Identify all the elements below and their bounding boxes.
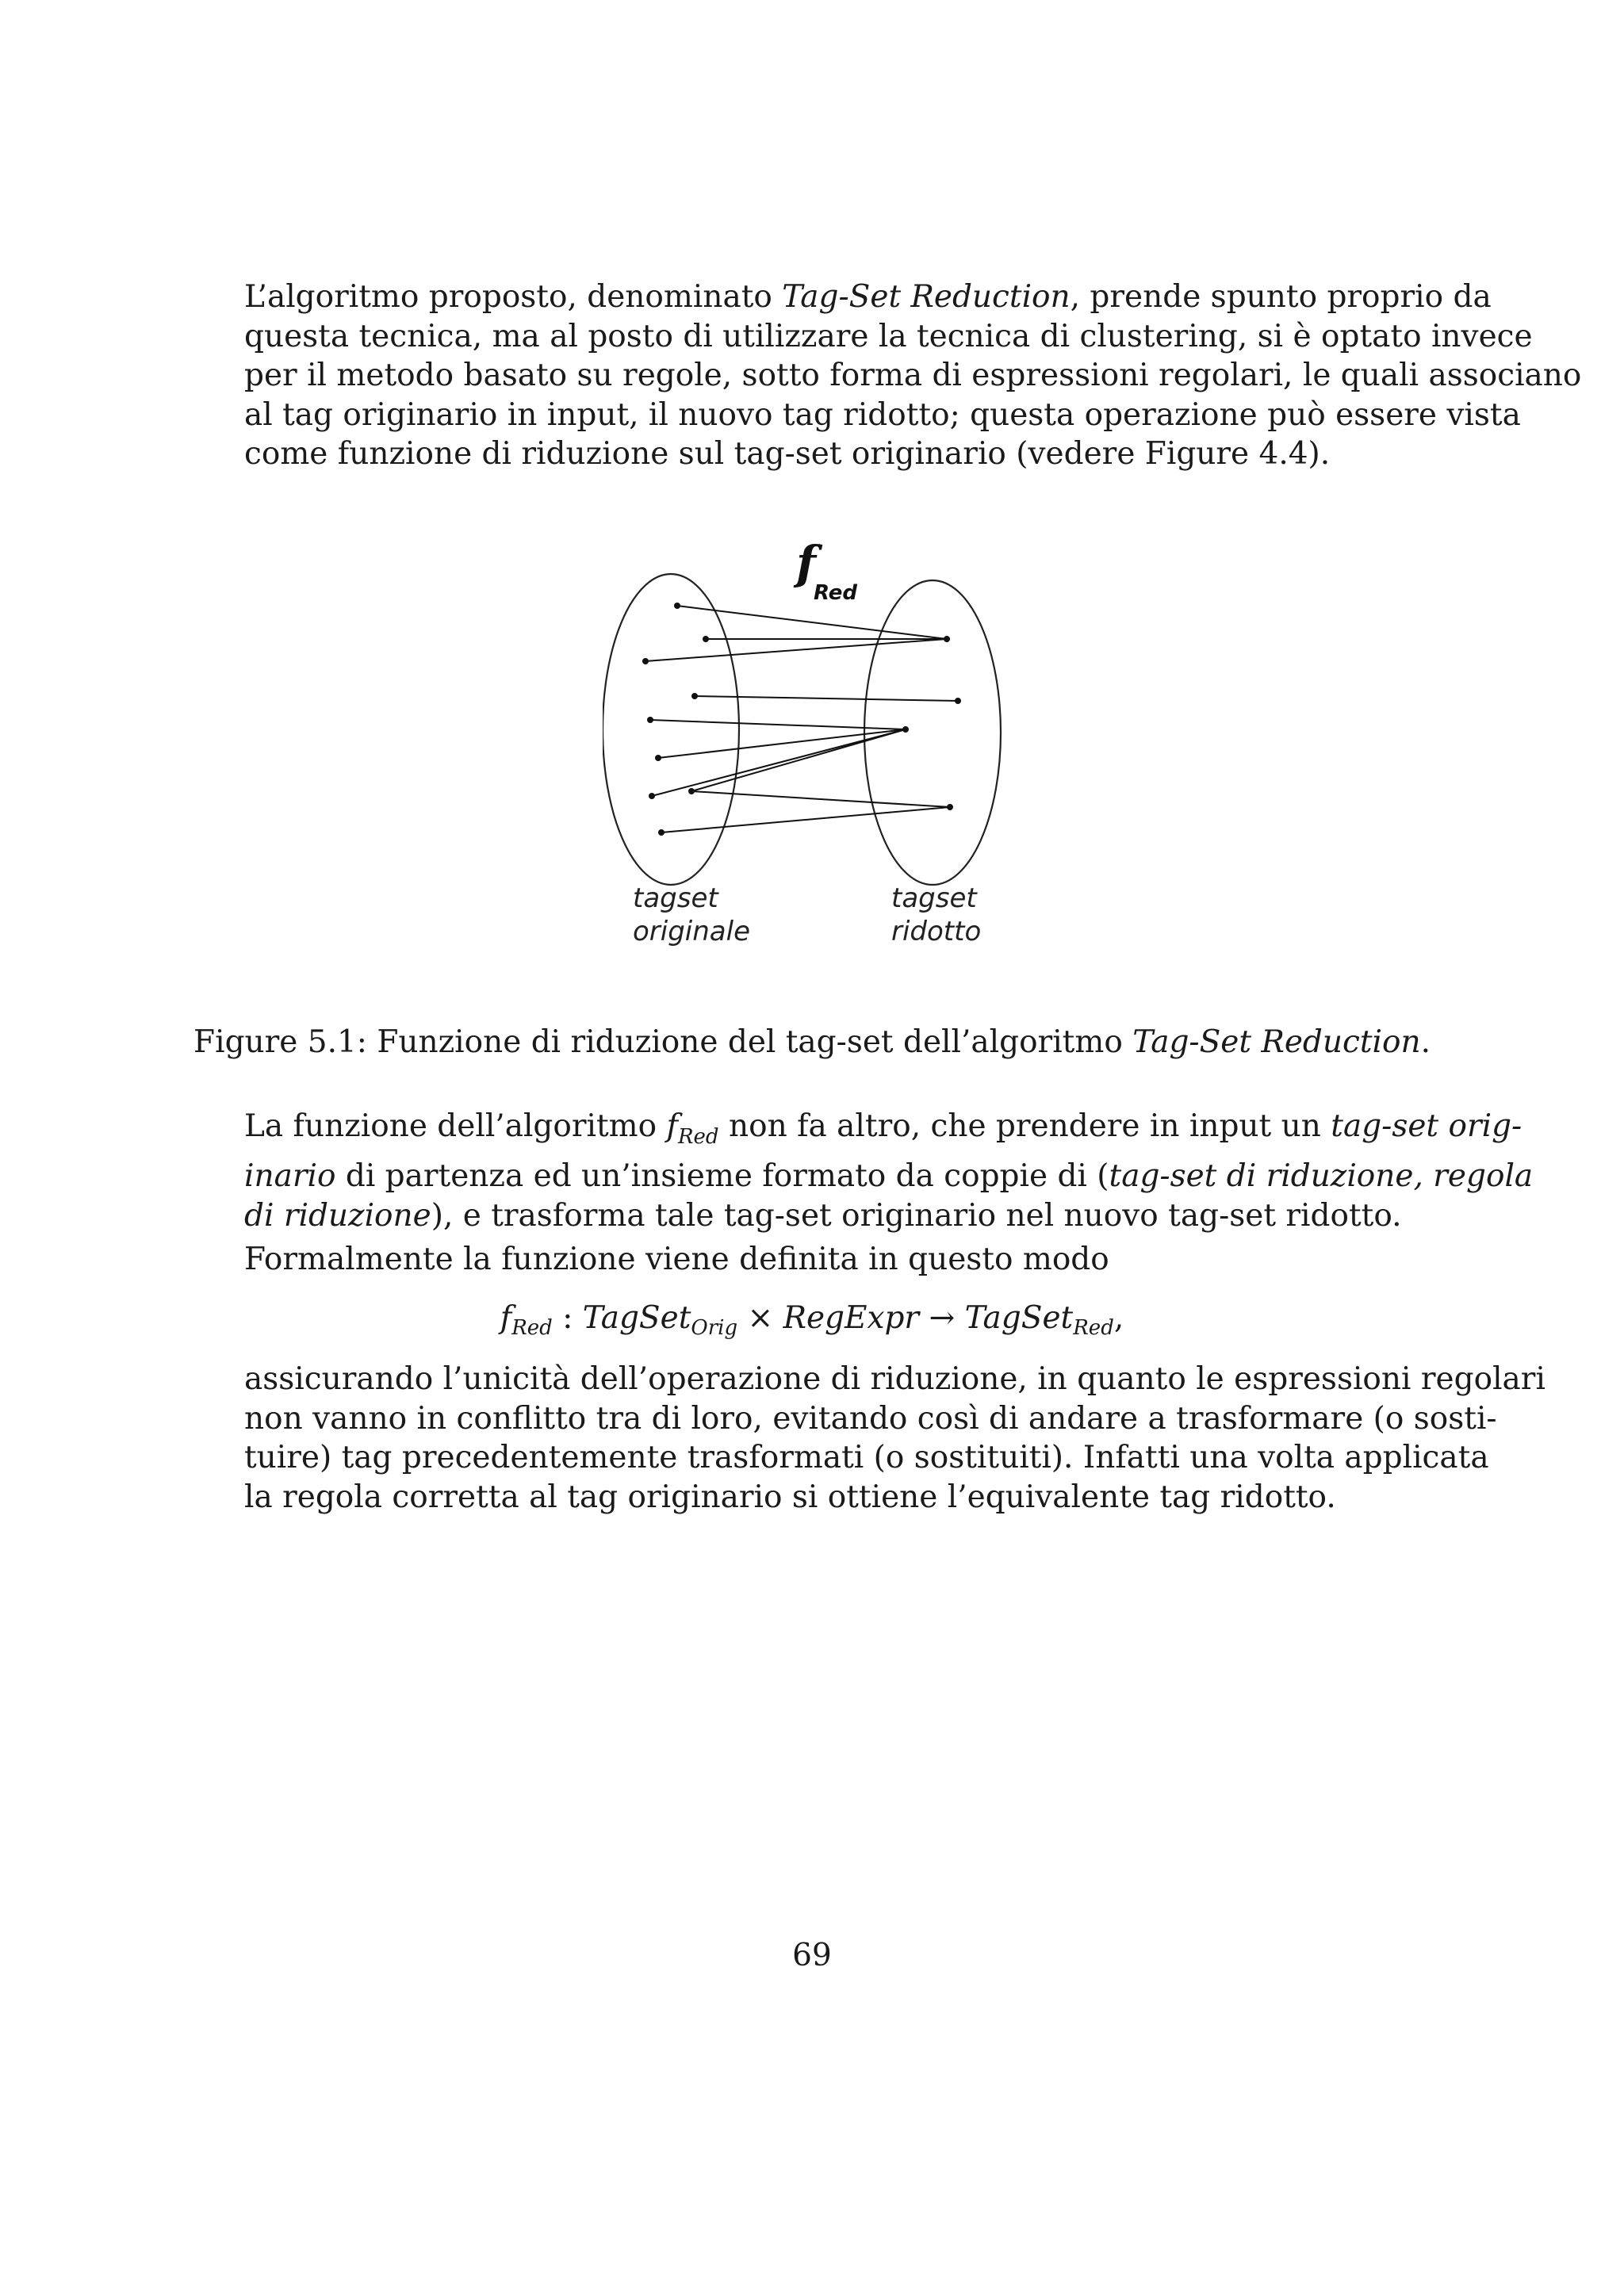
paragraph-intro bbox=[244, 277, 1582, 474]
figure-reduction-diagram bbox=[603, 533, 1015, 958]
reduction-diagram bbox=[603, 533, 1015, 958]
text-line: al tag originario in input, il nuovo tag ridotto; questa operazione può essere vista bbox=[244, 396, 1521, 433]
original-tag-point bbox=[674, 603, 680, 609]
right-label-line1: tagset bbox=[891, 882, 977, 914]
mapping-line bbox=[661, 807, 950, 832]
original-tag-point bbox=[658, 829, 665, 836]
text-line: inario di partenza ed un’insieme formato da coppie di (tag-set di riduzione, regola bbox=[244, 1158, 1534, 1195]
original-tag-point bbox=[642, 658, 649, 664]
text-line: La funzione dell’algoritmo $f_{Red}$ non fa altro, che prendere in input un tag-set orig- bbox=[244, 1108, 1522, 1149]
original-tag-point bbox=[649, 793, 655, 799]
original-tag-point bbox=[703, 636, 709, 642]
mapping-line bbox=[645, 639, 947, 661]
reduced-tag-point bbox=[944, 636, 950, 642]
reduced-tag-point bbox=[902, 726, 909, 733]
function-label-subscript: Red bbox=[814, 581, 857, 605]
original-tag-point bbox=[688, 788, 695, 794]
original-tagset-ellipse bbox=[603, 574, 739, 885]
text-line: la regola corretta al tag originario si ottiene l’equivalente tag ridotto. bbox=[244, 1479, 1336, 1515]
mapping-line bbox=[652, 729, 906, 796]
text-line: assicurando l’unicità dell’operazione di riduzione, in quanto le espressioni regolari bbox=[244, 1361, 1545, 1397]
original-tag-point bbox=[691, 693, 698, 699]
reduced-tag-point bbox=[955, 698, 961, 704]
left-label-line2: originale bbox=[633, 916, 751, 947]
text-line: di riduzione), e trasforma tale tag-set originario nel nuovo tag-set ridotto. bbox=[244, 1197, 1402, 1234]
text-line: non vanno in conflitto tra di loro, evitando così di andare a trasformare (o sosti- bbox=[244, 1400, 1497, 1437]
left-label-line1: tagset bbox=[633, 882, 718, 914]
figure-caption: Figure 5.1: Funzione di riduzione del tag-set dell’algoritmo Tag-Set Reduction. bbox=[193, 1024, 1431, 1060]
mapping-line bbox=[650, 720, 906, 729]
original-tag-point bbox=[655, 755, 661, 761]
text-line: L’algoritmo proposto, denominato Tag-Set Reduction, prende spunto proprio da bbox=[244, 279, 1492, 315]
mapping-line bbox=[658, 729, 906, 758]
reduced-tag-point bbox=[947, 804, 953, 810]
mapping-line bbox=[695, 696, 958, 701]
right-label-line2: ridotto bbox=[891, 916, 982, 947]
text-line: Formalmente la funzione viene definita in questo modo bbox=[244, 1242, 1109, 1277]
formula-definition: $f_{Red}$ : TagSet$_{Orig}$ × RegExpr → TagSet$_{Red}$, bbox=[500, 1300, 1124, 1340]
original-tag-point bbox=[647, 717, 653, 723]
mapping-lines bbox=[645, 606, 958, 832]
paragraph-uniqueness bbox=[244, 1360, 1545, 1517]
paragraph-function bbox=[244, 1107, 1534, 1235]
text-line: tuire) tag precedentemente trasformati (o sostituiti). Infatti una volta applicata bbox=[244, 1440, 1489, 1475]
text-line: per il metodo basato su regole, sotto forma di espressioni regolari, le quali associano bbox=[244, 358, 1582, 393]
text-line: come funzione di riduzione sul tag-set originario (vedere Figure 4.4). bbox=[244, 436, 1331, 472]
paragraph-formal bbox=[244, 1240, 1383, 1280]
mapping-line bbox=[691, 729, 906, 791]
text-line: questa tecnica, ma al posto di utilizzare la tecnica di clustering, si è optato invece bbox=[244, 318, 1533, 354]
page-number: 69 bbox=[792, 1938, 832, 1973]
tag-points bbox=[642, 603, 961, 836]
mapping-line bbox=[677, 606, 947, 639]
function-label-f: f bbox=[796, 536, 816, 590]
